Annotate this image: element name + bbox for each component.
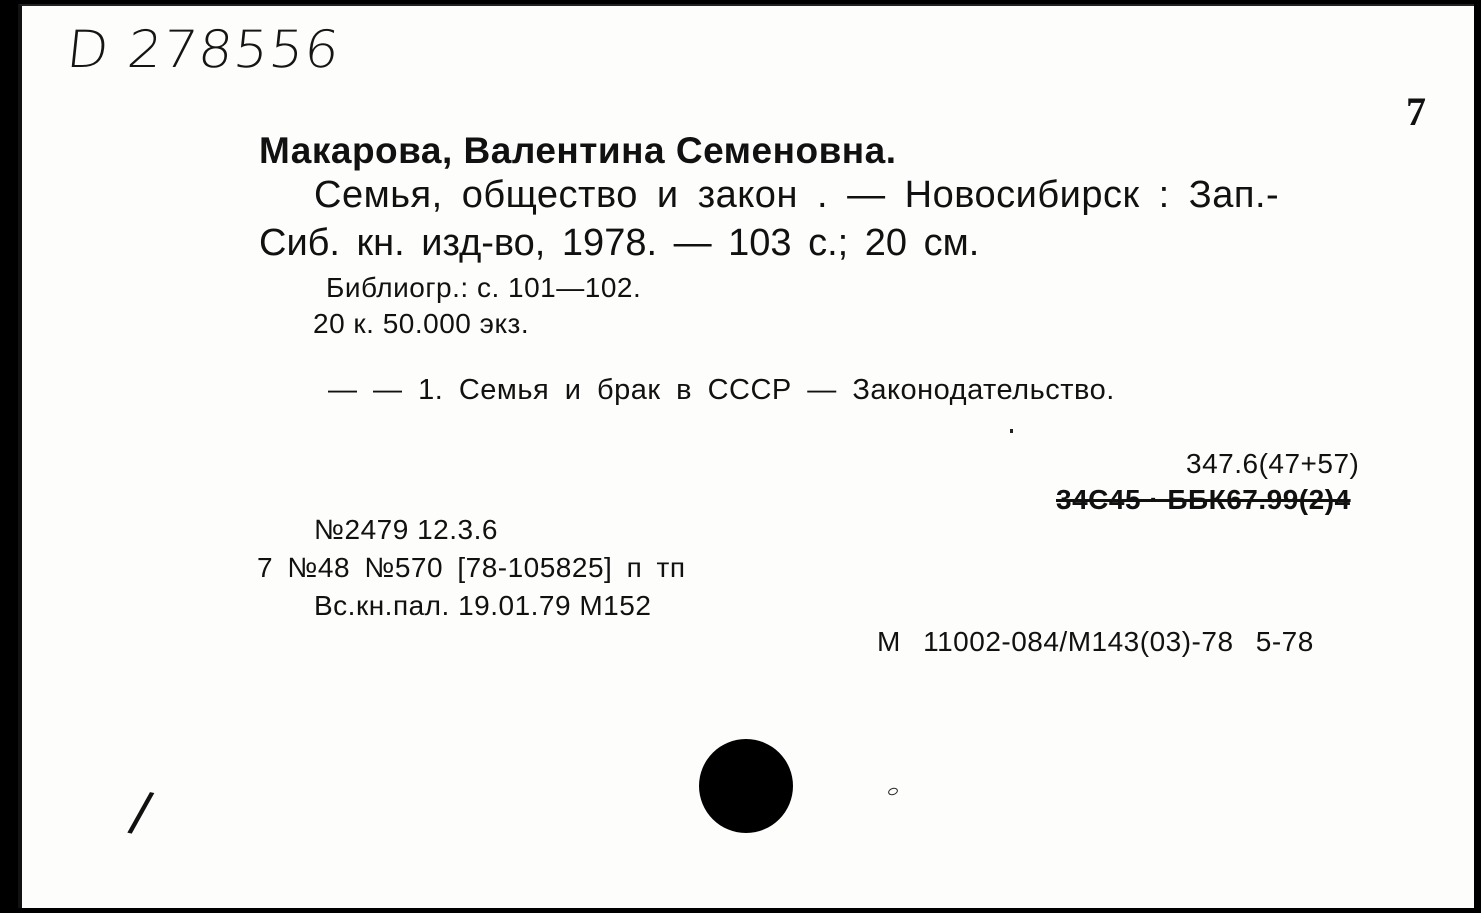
- corner-number: 7: [1406, 89, 1426, 134]
- udc-code: 347.6(47+57): [1186, 448, 1360, 479]
- registration-line-1: №2479 12.3.6: [314, 514, 498, 545]
- registration-line-3: Вс.кн.пал. 19.01.79 М152: [314, 590, 652, 621]
- title-line-1: Семья, общество и закон . — Новосибирск : Зап.-: [314, 174, 1280, 216]
- bibliography-note: Библиогр.: с. 101—102.: [326, 272, 642, 303]
- classification-code: М 11002-084/М143(03)-78 5-78: [877, 626, 1314, 657]
- punch-hole: [699, 739, 793, 833]
- handwritten-tick-mark: /: [125, 778, 157, 845]
- catalog-card: [18, 4, 1474, 908]
- bbk-code-struck: 34C45 · ББК67.99(2)4: [1056, 484, 1351, 515]
- title-line-2: Сиб. кн. изд-во, 1978. — 103 с.; 20 см.: [259, 222, 980, 264]
- ink-speck: [887, 787, 899, 797]
- author-heading: Макарова, Валентина Семеновна.: [259, 130, 897, 171]
- handwritten-call-number: D 278556: [63, 19, 344, 80]
- registration-line-2: 7 №48 №570 [78-105825] п тп: [257, 552, 686, 583]
- price-run-note: 20 к. 50.000 экз.: [313, 308, 530, 339]
- subject-heading: — — 1. Семья и брак в СССР — Законодательство.: [328, 374, 1115, 406]
- ink-speck: [1010, 429, 1013, 433]
